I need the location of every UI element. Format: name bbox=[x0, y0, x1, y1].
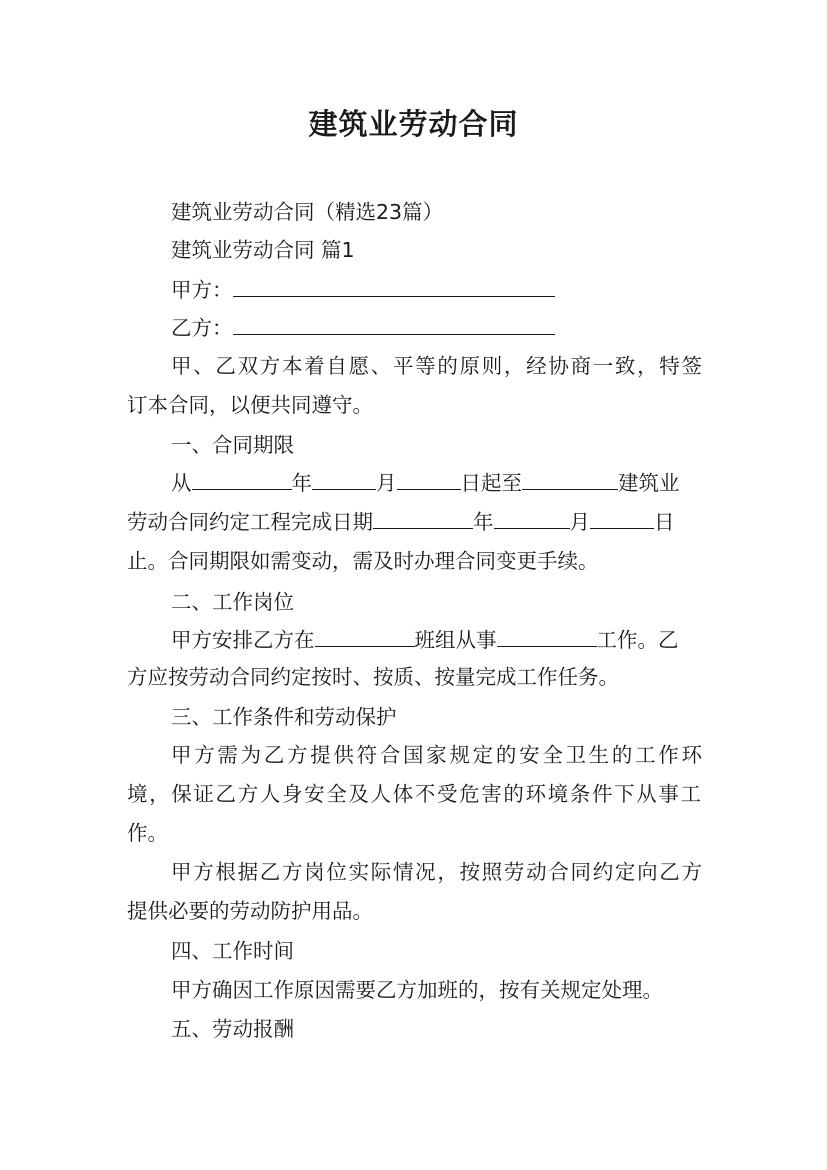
month-text: 月 bbox=[376, 471, 397, 495]
party-a-blank[interactable] bbox=[233, 279, 555, 297]
end-month-blank[interactable] bbox=[494, 511, 570, 529]
position-text-a: 甲方安排乙方在 bbox=[171, 628, 315, 652]
term-line-2 bbox=[127, 509, 675, 535]
conditions-p1-line-2: 境，保证乙方人身安全及人体不受危害的环境条件下从事工 bbox=[127, 782, 701, 806]
subtitle: 建筑业劳动合同（精选23篇） bbox=[171, 200, 444, 224]
start-month-blank[interactable] bbox=[312, 472, 376, 490]
team-blank[interactable] bbox=[315, 629, 415, 647]
section-3-heading: 三、工作条件和劳动保护 bbox=[171, 705, 397, 729]
party-b-blank[interactable] bbox=[233, 317, 555, 335]
party-b-label: 乙方： bbox=[171, 316, 233, 340]
project-name-blank[interactable] bbox=[522, 472, 618, 490]
term-line-3: 止。合同期限如需变动，需及时办理合同变更手续。 bbox=[127, 549, 599, 573]
section-1-heading: 一、合同期限 bbox=[171, 433, 294, 457]
hours-p1: 甲方确因工作原因需要乙方加班的，按有关规定处理。 bbox=[171, 978, 663, 1002]
position-line-1 bbox=[171, 627, 679, 653]
jianzhu-text: 建筑业 bbox=[618, 471, 680, 495]
intro-line-2: 订本合同，以便共同遵守。 bbox=[127, 393, 373, 417]
start-day-blank[interactable] bbox=[397, 472, 461, 490]
document-title: 建筑业劳动合同 bbox=[308, 107, 519, 141]
work-type-blank[interactable] bbox=[497, 629, 597, 647]
completion-date-text: 劳动合同约定工程完成日期 bbox=[127, 510, 373, 534]
day-text-2: 日 bbox=[654, 510, 675, 534]
part-heading: 建筑业劳动合同 篇1 bbox=[171, 238, 355, 262]
end-year-blank[interactable] bbox=[373, 511, 473, 529]
term-from-text: 从 bbox=[171, 471, 192, 495]
party-a-label: 甲方： bbox=[171, 278, 233, 302]
party-a-line bbox=[171, 277, 555, 303]
section-5-heading: 五、劳动报酬 bbox=[171, 1017, 294, 1041]
conditions-p1-line-1: 甲方需为乙方提供符合国家规定的安全卫生的工作环 bbox=[171, 743, 702, 767]
month-text-2: 月 bbox=[569, 510, 590, 534]
intro-line-1: 甲、乙双方本着自愿、平等的原则，经协商一致，特签 bbox=[171, 354, 702, 378]
year-text-2: 年 bbox=[473, 510, 494, 534]
section-4-heading: 四、工作时间 bbox=[171, 939, 294, 963]
section-2-heading: 二、工作岗位 bbox=[171, 590, 294, 614]
year-text: 年 bbox=[291, 471, 312, 495]
position-line-2: 方应按劳动合同约定按时、按质、按量完成工作任务。 bbox=[127, 665, 619, 689]
conditions-p2-line-1: 甲方根据乙方岗位实际情况，按照劳动合同约定向乙方 bbox=[171, 860, 702, 884]
conditions-p1-line-3: 作。 bbox=[127, 821, 168, 845]
end-day-blank[interactable] bbox=[590, 511, 654, 529]
party-b-line bbox=[171, 315, 555, 341]
position-text-b: 班组从事 bbox=[414, 628, 497, 652]
start-year-blank[interactable] bbox=[192, 472, 292, 490]
term-line-1 bbox=[171, 470, 680, 496]
position-text-c: 工作。乙 bbox=[596, 628, 679, 652]
conditions-p2-line-2: 提供必要的劳动防护用品。 bbox=[127, 899, 373, 923]
day-to-text: 日起至 bbox=[460, 471, 522, 495]
